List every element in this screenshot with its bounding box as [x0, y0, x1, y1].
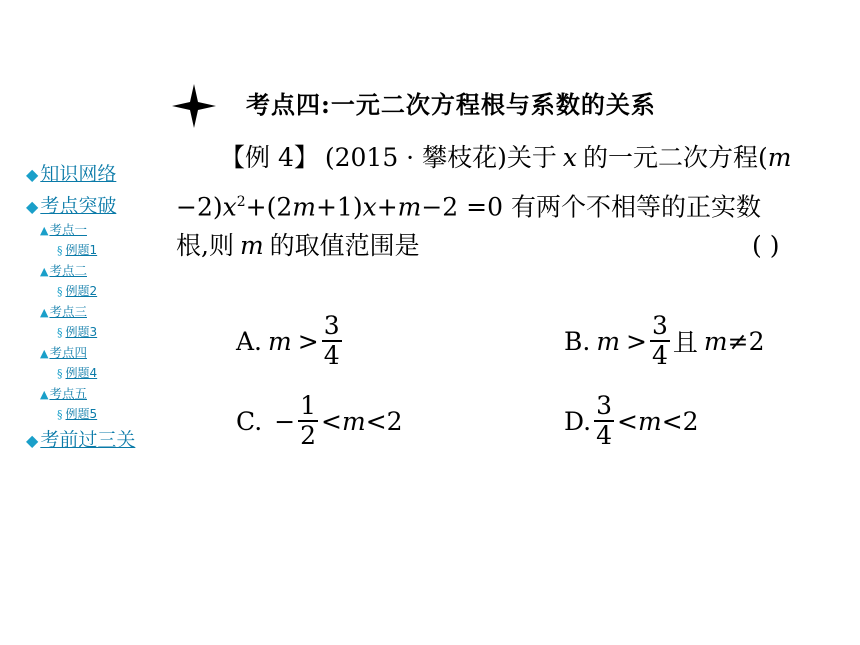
section-bullet-icon: § [57, 408, 63, 421]
question-text: 关于 [506, 143, 557, 172]
diamond-bullet-icon: ◆ [26, 431, 39, 450]
question-text: 根,则 [176, 231, 234, 260]
question-text: + [376, 192, 398, 222]
triangle-bullet-icon: ▲ [40, 265, 49, 278]
nav-link-point-2[interactable]: 考点二 [49, 263, 87, 278]
nav-item-final-review[interactable] [26, 429, 135, 452]
question-line-3 [176, 229, 420, 263]
fraction-denominator: 4 [323, 340, 340, 370]
operator: <2 [365, 406, 403, 436]
nav-item-example-4[interactable] [57, 366, 97, 381]
option-label: D. [564, 406, 592, 436]
variable-m: m [268, 326, 292, 356]
triangle-bullet-icon: ▲ [40, 347, 49, 360]
variable-m: m [596, 326, 621, 356]
nav-link-point-1[interactable]: 考点一 [49, 222, 87, 237]
fraction-denominator: 4 [596, 420, 613, 450]
section-bullet-icon: § [57, 367, 63, 380]
nav-item-point-4[interactable] [40, 346, 87, 361]
conjunction: 且 [672, 328, 698, 357]
answer-blank: ( ) [752, 231, 780, 260]
question-text: −2 =0 有两个不相等的正实数 [421, 192, 761, 222]
nav-link-example-4[interactable]: 例题4 [65, 366, 98, 380]
nav-item-knowledge-network[interactable] [26, 163, 116, 186]
question-line-2 [176, 185, 761, 224]
nav-link-point-5[interactable]: 考点五 [49, 386, 87, 401]
fraction [594, 392, 614, 450]
operator: ≠2 [727, 326, 765, 356]
fraction-denominator: 4 [652, 340, 668, 370]
variable-m: m [342, 406, 366, 436]
nav-item-exam-points[interactable] [26, 195, 116, 218]
nav-item-example-5[interactable] [57, 407, 97, 422]
option-label: A. [236, 326, 263, 356]
option-c[interactable] [236, 386, 403, 456]
fraction-numerator: 3 [652, 311, 668, 341]
operator: > [626, 326, 647, 356]
variable-m: m [397, 192, 422, 222]
nav-link-example-2[interactable]: 例题2 [65, 284, 98, 298]
nav-link-example-1[interactable]: 例题1 [65, 243, 98, 257]
triangle-bullet-icon: ▲ [40, 306, 49, 319]
option-label: C. [236, 406, 263, 436]
variable-x: x [362, 192, 377, 222]
section-bullet-icon: § [57, 326, 63, 339]
nav-item-point-2[interactable] [40, 264, 87, 279]
fraction-denominator: 2 [300, 420, 317, 450]
triangle-bullet-icon: ▲ [40, 224, 49, 237]
variable-m: m [239, 231, 264, 260]
nav-item-example-1[interactable] [57, 243, 97, 258]
question-source: (2015 · 攀枝花) [324, 143, 507, 172]
nav-link-knowledge-network[interactable]: 知识网络 [40, 163, 117, 185]
nav-item-point-5[interactable] [40, 387, 87, 402]
option-d[interactable] [564, 386, 699, 456]
variable-m: m [292, 192, 316, 222]
triangle-bullet-icon: ▲ [40, 388, 49, 401]
question-text: 的取值范围是 [269, 231, 420, 260]
diamond-bullet-icon: ◆ [26, 197, 39, 216]
section-bullet-icon: § [57, 285, 63, 298]
fraction [650, 312, 670, 370]
operator: > [297, 326, 319, 356]
nav-link-exam-points[interactable]: 考点突破 [40, 195, 117, 217]
nav-link-example-5[interactable]: 例题5 [65, 407, 98, 421]
question-text: +1) [315, 192, 363, 222]
variable-m: m [767, 143, 792, 172]
example-tag: 【例 4】 [220, 143, 319, 172]
nav-link-point-4[interactable]: 考点四 [49, 345, 87, 360]
fraction [298, 392, 318, 450]
question-text: −2) [176, 192, 223, 222]
nav-item-point-1[interactable] [40, 223, 87, 238]
diamond-bullet-icon: ◆ [26, 165, 39, 184]
operator: <2 [661, 406, 699, 436]
question-line-1 [176, 141, 791, 175]
page-title: 考点四:一元二次方程根与系数的关系 [246, 90, 656, 119]
question-text: 的一元二次方程( [582, 143, 768, 172]
variable-x: x [562, 143, 577, 172]
fraction-numerator: 3 [323, 311, 340, 341]
option-b[interactable] [564, 306, 765, 376]
variable-m: m [637, 406, 662, 436]
nav-link-point-3[interactable]: 考点三 [49, 304, 87, 319]
exponent: 2 [236, 194, 246, 210]
option-a[interactable] [236, 306, 345, 376]
nav-link-example-3[interactable]: 例题3 [65, 325, 98, 339]
fraction-numerator: 3 [596, 391, 613, 421]
section-bullet-icon: § [57, 244, 63, 257]
fraction-numerator: 1 [300, 391, 317, 421]
operator: < [321, 406, 342, 436]
operator: < [617, 406, 638, 436]
minus-sign: − [274, 406, 296, 436]
nav-link-final-review[interactable]: 考前过三关 [40, 429, 136, 451]
fraction [322, 312, 342, 370]
question-text: +(2 [245, 192, 293, 222]
nav-item-example-3[interactable] [57, 325, 97, 340]
variable-m: m [703, 326, 728, 356]
four-point-star-icon [172, 84, 216, 128]
nav-item-point-3[interactable] [40, 305, 87, 320]
nav-item-example-2[interactable] [57, 284, 97, 299]
sidebar-nav [0, 0, 160, 645]
option-label: B. [564, 326, 591, 356]
variable-x: x [222, 192, 237, 222]
